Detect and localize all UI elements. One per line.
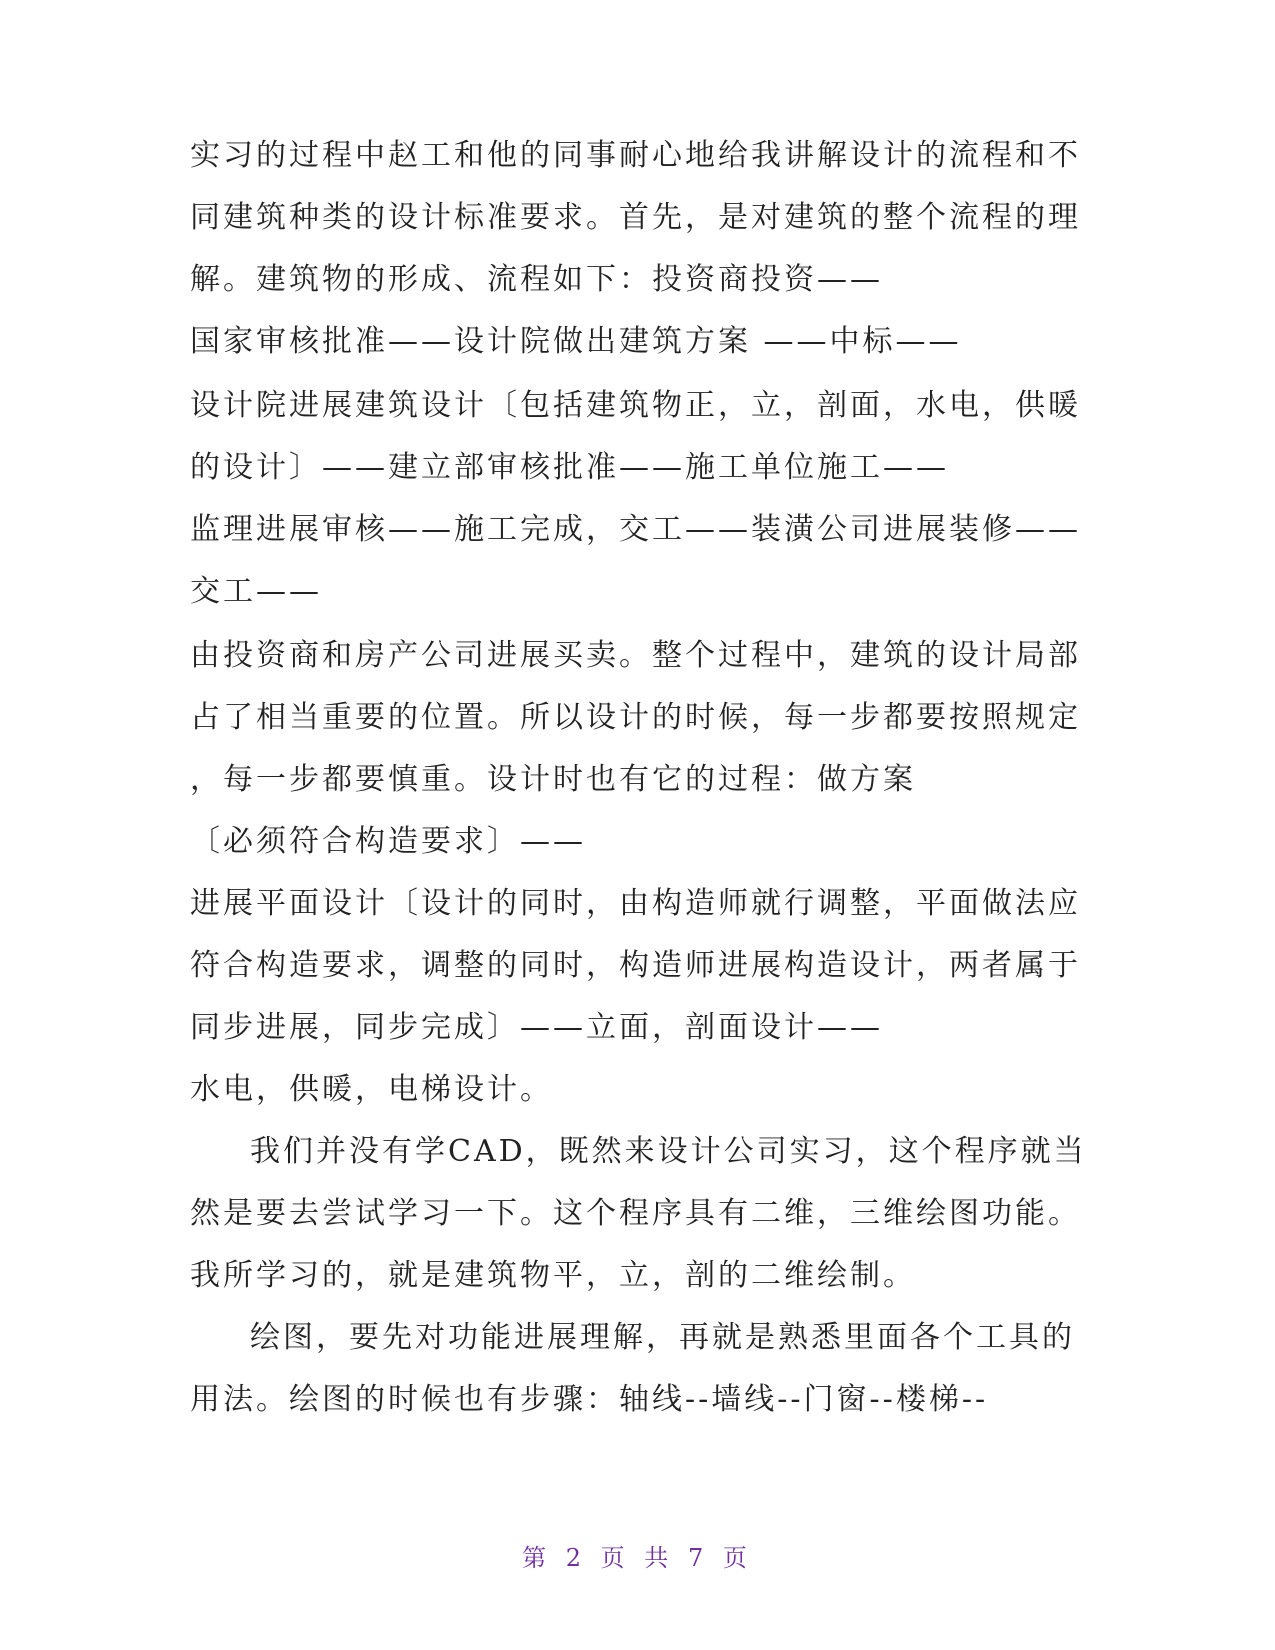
text-line-6: 的设计〕——建立部审核批准——施工单位施工—— <box>190 450 949 485</box>
text-line-17: 我们并没有学CAD，既然来设计公司实习，这个程序就当 <box>250 1134 1087 1169</box>
text-line-14: 符合构造要求，调整的同时，构造师进展构造设计，两者属于 <box>190 948 1081 983</box>
text-line-8: 交工—— <box>190 574 322 609</box>
text-line-11: ，每一步都要慎重。设计时也有它的过程：做方案 <box>190 762 916 797</box>
text-line-10: 占了相当重要的位置。所以设计的时候，每一步都要按照规定 <box>190 700 1081 735</box>
text-line-13: 进展平面设计〔设计的同时，由构造师就行调整，平面做法应 <box>190 886 1081 921</box>
text-line-5: 设计院进展建筑设计〔包括建筑物正，立，剖面，水电，供暖 <box>190 388 1081 423</box>
text-line-20: 绘图，要先对功能进展理解，再就是熟悉里面各个工具的 <box>250 1320 1075 1355</box>
text-line-3: 解。建筑物的形成、流程如下：投资商投资—— <box>190 262 883 297</box>
text-line-19: 我所学习的，就是建筑物平，立，剖的二维绘制。 <box>190 1258 916 1293</box>
text-line-21: 用法。绘图的时候也有步骤：轴线--墙线--门窗--楼梯-- <box>190 1382 989 1417</box>
text-line-15: 同步进展，同步完成〕——立面，剖面设计—— <box>190 1010 883 1045</box>
text-line-2: 同建筑种类的设计标准要求。首先，是对建筑的整个流程的理 <box>190 200 1081 235</box>
text-line-7: 监理进展审核——施工完成，交工——装潢公司进展装修—— <box>190 512 1081 547</box>
text-line-16: 水电，供暖，电梯设计。 <box>190 1072 553 1107</box>
text-line-1: 实习的过程中赵工和他的同事耐心地给我讲解设计的流程和不 <box>190 138 1081 173</box>
text-line-9: 由投资商和房产公司进展买卖。整个过程中，建筑的设计局部 <box>190 638 1081 673</box>
text-line-12: 〔必须符合构造要求〕—— <box>190 824 586 859</box>
text-line-4: 国家审核批准——设计院做出建筑方案 ——中标—— <box>190 324 962 359</box>
page-number-footer: 第 2 页 共 7 页 <box>522 1544 753 1572</box>
text-line-18: 然是要去尝试学习一下。这个程序具有二维，三维绘图功能。 <box>190 1196 1081 1231</box>
